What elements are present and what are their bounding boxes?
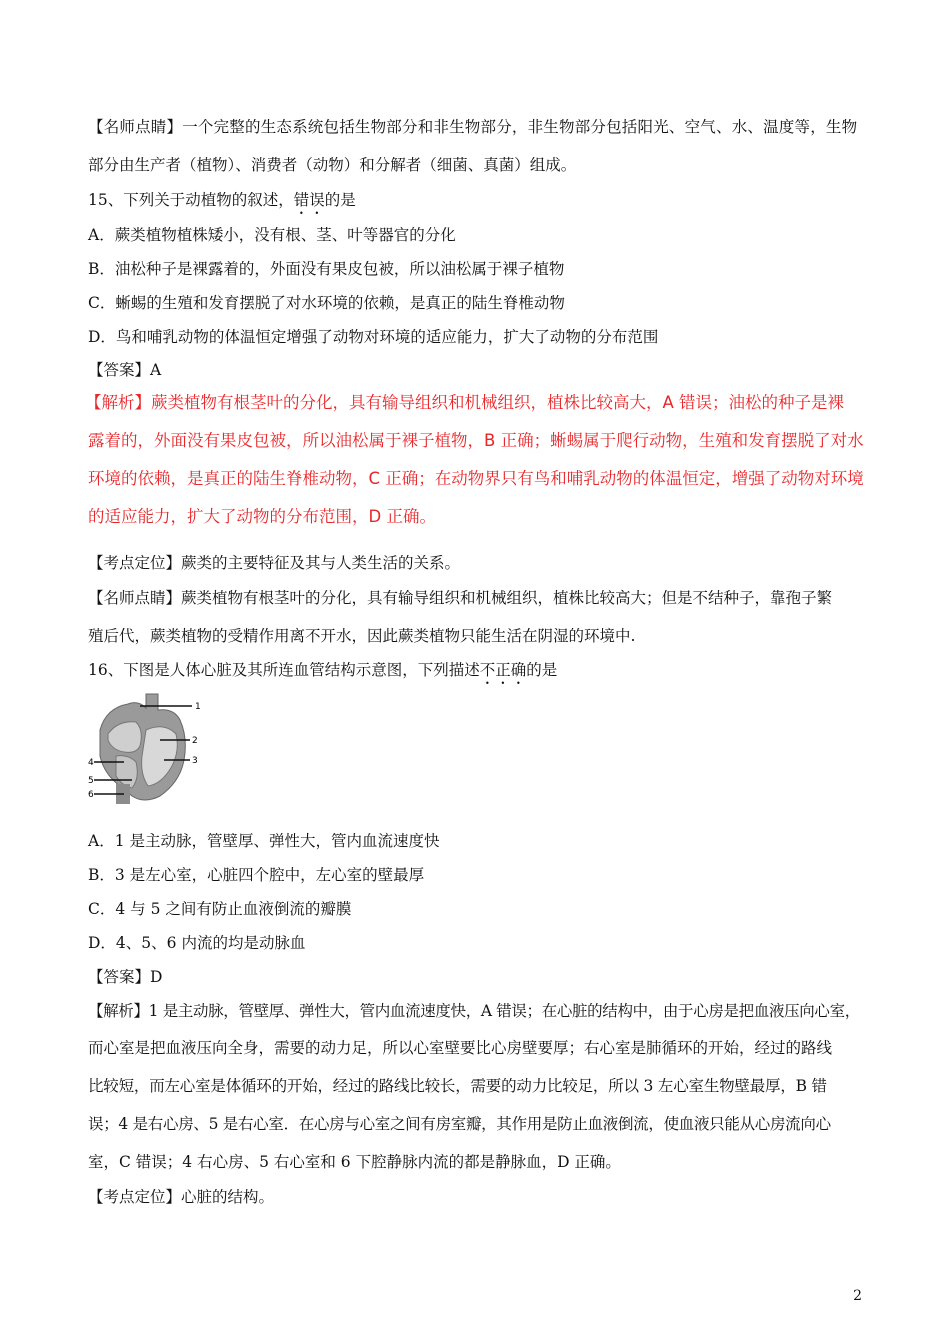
- label-2: 2: [192, 736, 198, 746]
- option-d: D．4、5、6 内流的均是动脉血: [88, 934, 306, 952]
- teacher-note: 【名师点睛】蕨类植物有根茎叶的分化，具有输导组织和机械组织，植株比较高大；但是不结种子，靠孢子繁: [88, 589, 833, 607]
- question-15-stem: 15、下列关于动植物的叙述，错误的是: [88, 191, 356, 209]
- page-number: 2: [853, 1288, 862, 1304]
- label-4: 4: [88, 758, 94, 768]
- answer: 【答案】A: [88, 361, 162, 379]
- option-c: C．蜥蜴的生殖和发育摆脱了对水环境的依赖，是真正的陆生脊椎动物: [88, 294, 565, 312]
- analysis-line: 室，C 错误；4 右心房、5 右心室和 6 下腔静脉内流的都是静脉血，D 正确。: [88, 1153, 621, 1171]
- teacher-note: 殖后代，蕨类植物的受精作用离不开水，因此蕨类植物只能生活在阴湿的环境中.: [88, 627, 636, 645]
- label-1: 1: [195, 702, 201, 712]
- option-c: C．4 与 5 之间有防止血液倒流的瓣膜: [88, 900, 352, 918]
- text-line: 部分由生产者（植物）、消费者（动物）和分解者（细菌、真菌）组成。: [88, 156, 577, 174]
- analysis-line: 比较短，而左心室是体循环的开始，经过的路线比较长，需要的动力比较足，所以 3 左心室生物壁最厚，B 错: [88, 1077, 827, 1095]
- analysis-line: 【解析】蕨类植物有根茎叶的分化，具有输导组织和机械组织，植株比较高大，A 错误；油松的种子是裸: [85, 393, 845, 412]
- label-6: 6: [88, 790, 94, 800]
- knowledge-point: 【考点定位】心脏的结构。: [88, 1188, 275, 1206]
- option-a: A．蕨类植物植株矮小，没有根、茎、叶等器官的分化: [88, 226, 456, 244]
- analysis-line: 环境的依赖，是真正的陆生脊椎动物，C 正确；在动物界只有鸟和哺乳动物的体温恒定，增强了动物对环境: [88, 469, 864, 488]
- label-5: 5: [88, 776, 94, 786]
- analysis-line: 而心室是把血液压向全身，需要的动力足，所以心室壁要比心房壁要厚；右心室是肺循环的开始，经过的路线: [88, 1039, 833, 1057]
- analysis-line: 【解析】1 是主动脉，管壁厚、弹性大，管内血流速度快，A 错误；在心脏的结构中，由于心房是把血液压向心室，: [88, 1002, 860, 1020]
- text-line: 【名师点睛】一个完整的生态系统包括生物部分和非生物部分，非生物部分包括阳光、空气、水、温度等，生物: [88, 118, 858, 136]
- analysis-line: 露着的，外面没有果皮包被，所以油松属于裸子植物，B 正确；蜥蜴属于爬行动物，生殖和发育摆脱了对水: [88, 431, 864, 450]
- option-d: D．鸟和哺乳动物的体温恒定增强了动物对环境的适应能力，扩大了动物的分布范围: [88, 328, 659, 346]
- analysis-line: 的适应能力，扩大了动物的分布范围，D 正确。: [88, 507, 436, 526]
- option-b: B．油松种子是裸露着的，外面没有果皮包被，所以油松属于裸子植物: [88, 260, 565, 278]
- heart-diagram: [88, 690, 208, 808]
- answer: 【答案】D: [88, 968, 163, 986]
- option-b: B．3 是左心室，心脏四个腔中，左心室的壁最厚: [88, 866, 425, 884]
- question-16-stem: 16、下图是人体心脏及其所连血管结构示意图，下列描述不正确的是: [88, 661, 558, 679]
- analysis-line: 误；4 是右心房、5 是右心室．在心房与心室之间有房室瓣，其作用是防止血液倒流，使血液只能从心房流向心: [88, 1115, 831, 1133]
- option-a: A．1 是主动脉，管壁厚、弹性大，管内血流速度快: [88, 832, 440, 850]
- label-3: 3: [192, 756, 198, 766]
- knowledge-point: 【考点定位】蕨类的主要特征及其与人类生活的关系。: [88, 554, 461, 572]
